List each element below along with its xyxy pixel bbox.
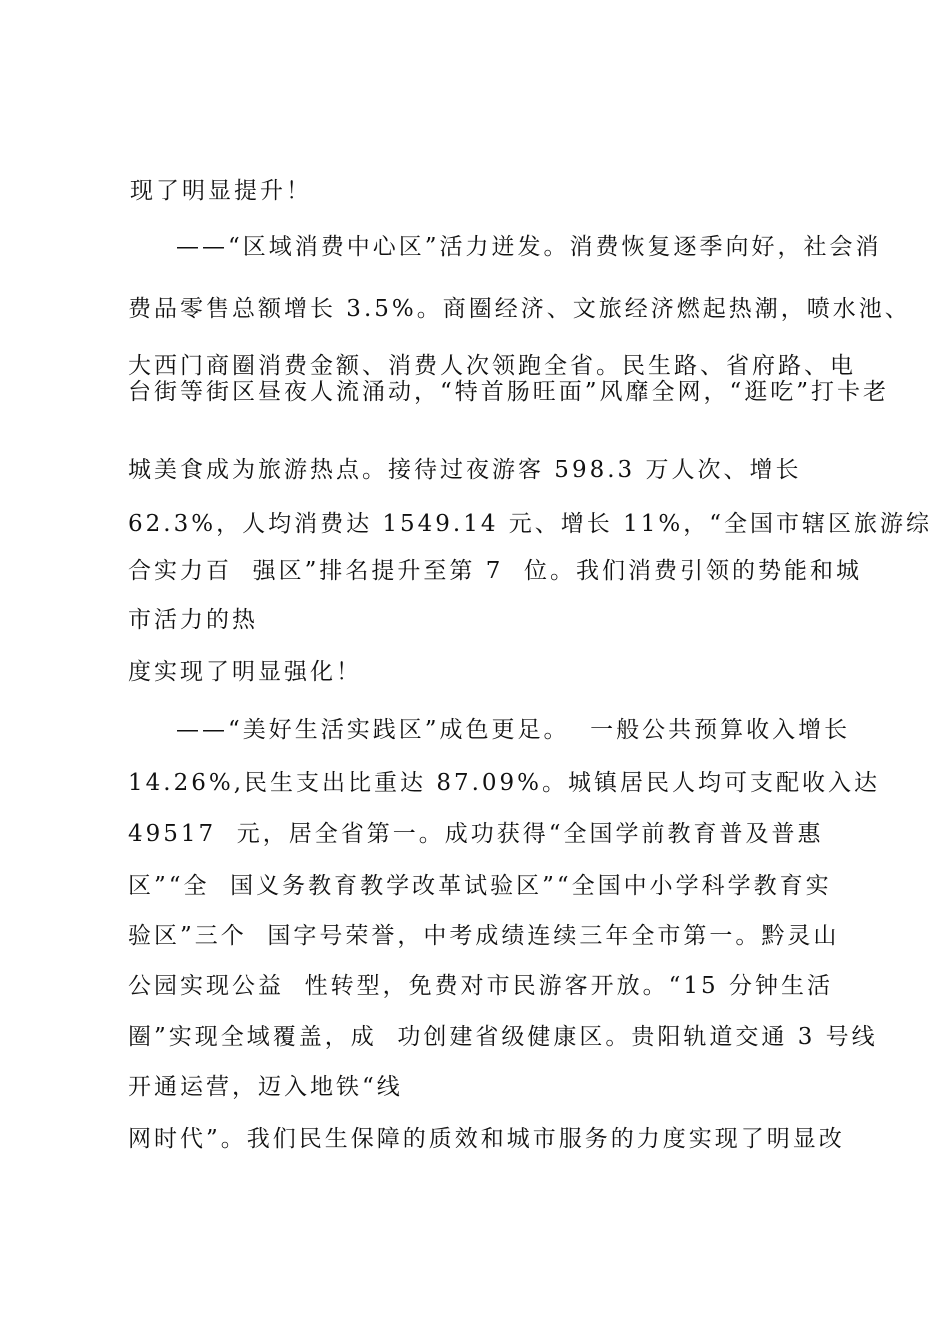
text-line: 费品零售总额增长 3.5%。商圈经济、文旅经济燃起热潮，喷水池、 xyxy=(128,296,911,322)
text-line: 大西门商圈消费金额、消费人次领跑全省。民生路、省府路、电 xyxy=(128,353,856,379)
text-line: 台街等街区昼夜人流涌动，“特首肠旺面”风靡全网，“逛吃”打卡老 xyxy=(128,379,890,405)
text-line: ——“区域消费中心区”活力迸发。消费恢复逐季向好，社会消 xyxy=(176,234,882,260)
text-line: 现了明显提升！ xyxy=(130,178,312,204)
text-line: 区”“全 国义务教育教学改革试验区”“全国中小学科学教育实 xyxy=(128,873,832,899)
text-line: 14.26%,民生支出比重达 87.09%。城镇居民人均可支配收入达 xyxy=(128,770,881,796)
text-line: ——“美好生活实践区”成色更足。 一般公共预算收入增长 xyxy=(176,717,851,743)
text-line: 网时代”。我们民生保障的质效和城市服务的力度实现了明显改 xyxy=(128,1126,845,1152)
text-line: 圈”实现全域覆盖，成 功创建省级健康区。贵阳轨道交通 3 号线 xyxy=(128,1024,878,1050)
text-line: 城美食成为旅游热点。接待过夜游客 598.3 万人次、增长 xyxy=(128,457,802,483)
text-line: 度实现了明显强化！ xyxy=(128,659,362,685)
text-line: 49517 元，居全省第一。成功获得“全国学前教育普及普惠 xyxy=(128,821,824,847)
text-line: 62.3%，人均消费达 1549.14 元、增长 11%，“全国市辖区旅游综 xyxy=(128,511,932,537)
text-line: 合实力百 强区”排名提升至第 7 位。我们消费引领的势能和城 xyxy=(128,558,862,584)
text-line: 公园实现公益 性转型，免费对市民游客开放。“15 分钟生活 xyxy=(128,973,833,999)
text-line: 市活力的热 xyxy=(128,607,258,633)
text-line: 验区”三个 国字号荣誉，中考成绩连续三年全市第一。黔灵山 xyxy=(128,923,840,949)
text-line: 开通运营，迈入地铁“线 xyxy=(128,1074,403,1100)
